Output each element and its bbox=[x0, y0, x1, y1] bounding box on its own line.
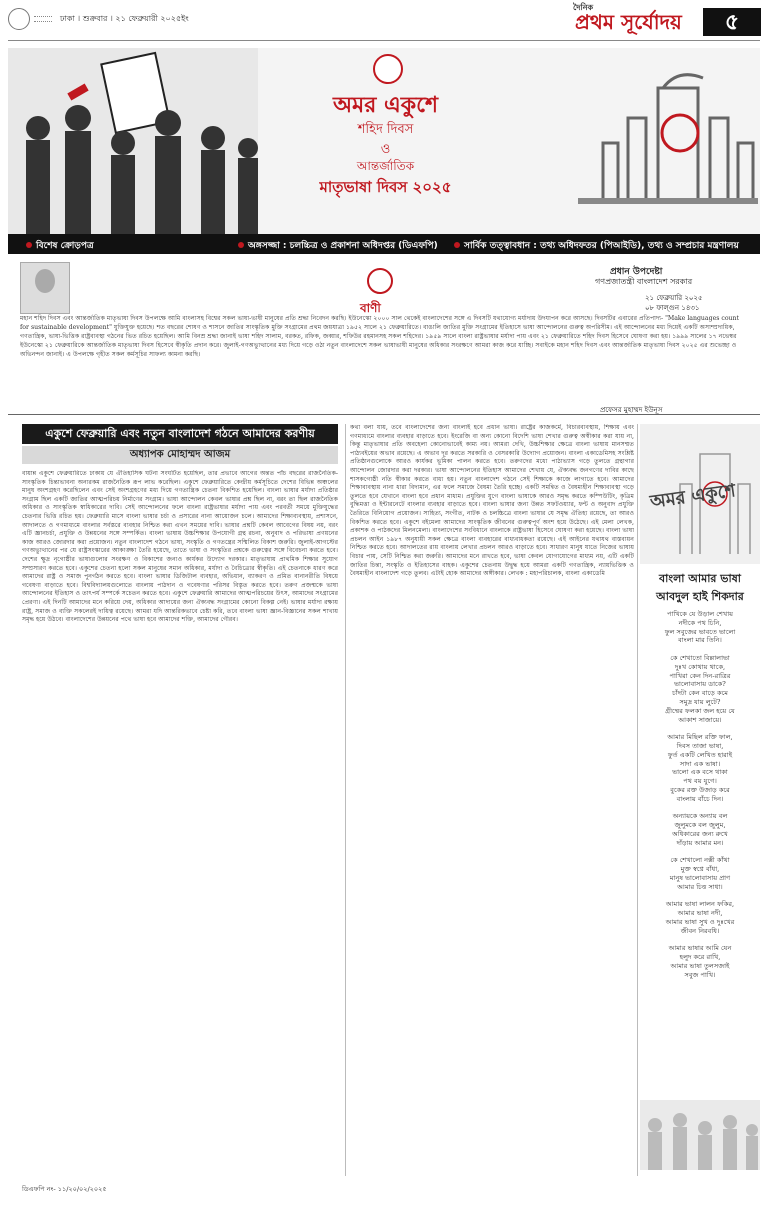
poem-art-text: অমর একুশে bbox=[648, 480, 737, 513]
article-title: একুশে ফেব্রুয়ারি এবং নতুন বাংলাদেশ গঠনে আমাদের করণীয় bbox=[22, 424, 338, 444]
poem-line: আমার ভাষার আমি যেন bbox=[668, 944, 732, 953]
message-body: মহান শহিদ দিবস এবং আন্তর্জাতিক মাতৃভাষা দিবস উপলক্ষে আমি বাংলাসহ বিশ্বের সকল ভাষা-ভাষী মানুষের প্রতি শ্রদ্ধা নিবেদন করছি। ইউনেস্কো ২০০০ সাল থেকেই বাংলাদেশের সঙ্গে এ দিবসটি যথাযোগ্য মর্যাদায় উদযাপন করে আসছে। দিবসটির এবারের প্রতিপাদ্য- "Make languages count for sustainable development" যুক্তিযুক্ত হয়েছে। শত বছরের শোষণ ও শাসনে জাতির সাংস্কৃতিক মুক্তি সংগ্রামের প্রথম জয়যাত্রা ১৯৫২ সালে ২১ ফেব্রুয়ারিতে। বাঙালি জাতির মুক্তি সংগ্রামের ইতিহাসে ভাষা আন্দোলনের গুরুত্ব অপরিসীম। এই আন্দোলনের মধ্য দিয়েই একটি অসাম্প্রদায়িক, গণতান্ত্রিক, ভাষা-ভিত্তিক রাষ্ট্রব্যবস্থা গঠনের ভিত রচিত হয়েছিল। আমি বিনম্র শ্রদ্ধা জানাই ভাষা শহিদ সালাম, বরকত, রফিক, জব্বার, শফিউর রহমানসহ সকল শহিদের। ১৯৫৯ সালে বাংলা রাষ্ট্রভাষার মর্যাদা পায় এবং ২১ ফেব্রুয়ারিতে শহিদ দিবস হিসেবে ঘোষণা করা হয়। ১৯৯৯ সালের ১৭ নভেম্বর ইউনেস্কো ২১ ফেব্রুয়ারিকে আন্তর্জাতিক মাতৃভাষা দিবস হিসেবে স্বীকৃতি প্রদান করে। জুলাই-গণঅভ্যুত্থানের মধ্য দিয়ে গড়ে ওঠা নতুন বাংলাদেশে সকল ভাষাভাষী মানুষের অধিকার সংরক্ষণে আমরা কাজ করে যাচ্ছি। সবাইকে মহান শহিদ দিবস এবং আন্তর্জাতিক মাতৃভাষা দিবস ২০২৫ এর শুভেচ্ছা ও অভিনন্দন জানাই। এ উপলক্ষে গৃহীত সকল কর্মসূচির সাফল্য কামনা করছি। bbox=[20, 315, 740, 358]
poem-line: বুকের রক্ত উজাড় করে bbox=[670, 785, 730, 794]
banner-line-3: ও bbox=[380, 142, 391, 157]
poem-line: পাখিকে যে উড়াল শেখায় bbox=[666, 610, 733, 618]
poem-line: কে শেখালো নক্সী কাঁথা bbox=[670, 856, 730, 865]
poem-line bbox=[640, 804, 760, 813]
poem-line bbox=[640, 645, 760, 654]
poem-line: বাংলায় বাঁচে দিন। bbox=[676, 794, 724, 803]
masthead-divider bbox=[8, 40, 760, 41]
poem-line: নদীকে পথ চিনি, bbox=[678, 618, 722, 627]
poem-line: সবুজ পাখি। bbox=[684, 970, 716, 979]
poem-line: ফুল সবুজের ভাবতে ভালো bbox=[664, 627, 736, 636]
bullet-icon bbox=[454, 242, 460, 248]
poem-line: সাদা এক ভাষা। bbox=[679, 759, 721, 768]
bar-middle: অঙ্গসজ্জা : চলচ্চিত্র ও প্রকাশনা অধিদপ্তর (ডিএফপি) bbox=[238, 238, 438, 253]
message-date-gregorian: ২১ ফেব্রুয়ারি ২০২৫ bbox=[645, 294, 703, 302]
article-column-2: কথা বলা যায়, তবে বাংলাদেশের জন্য বাংলাই হবে প্রধান ভাষা। রাষ্ট্রের কাজকর্মে, বিচারব্যবস্থায়, শিক্ষায় এবং গণমাধ্যমে বাংলার ব্যবহার বাড়াতে হবে। ইংরেজি বা অন্য কোনো বিদেশি ভাষা শেখার গুরুত্ব অস্বীকার করা যায় না, কিন্তু মাতৃভাষার প্রতি অবহেলা কোনোভাবেই কাম্য নয়। আমরা দেখি, উচ্চশিক্ষার ক্ষেত্রে বাংলা ভাষায় মানসম্মত পাঠ্যবইয়ের অভাব রয়েছে। এ অভাব দূর করতে সরকারি ও বেসরকারি উদ্যোগ প্রয়োজন। বাংলা একাডেমিসহ সংশ্লিষ্ট প্রতিষ্ঠানগুলোকে আরও কার্যকর ভূমিকা পালন করতে হবে। তরুণদের মধ্যে পাঠাভ্যাস গড়ে তুলতে গ্রন্থাগার আন্দোলন জোরদার করা দরকার। ভাষা আন্দোলনের ইতিহাস আমাদের শেখায় যে, ঐক্যবদ্ধ জনগণের দাবির কাছে শাসকগোষ্ঠী নতি স্বীকার করতে বাধ্য হয়। নতুন বাংলাদেশ গঠনে সেই শিক্ষাকে কাজে লাগাতে হবে। আমাদের শিক্ষাব্যবস্থায় নানা ধারা বিদ্যমান, এর ফলে সমাজে বৈষম্য তৈরি হচ্ছে। একটি সমন্বিত ও বৈষম্যহীন শিক্ষাব্যবস্থা গড়ে তুলতে হবে যেখানে বাংলা হবে প্রধান মাধ্যম। প্রযুক্তির যুগে বাংলা ভাষাকে আরও সমৃদ্ধ করতে কম্পিউটিং, কৃত্রিম বুদ্ধিমত্তা ও ইন্টারনেটে বাংলার ব্যবহার বাড়াতে হবে। বাংলা ভাষার জন্য উন্নত সফটওয়্যার, ফন্ট ও অনুবাদ প্রযুক্তি তৈরিতে বিনিয়োগ প্রয়োজন। সাহিত্য, সংগীত, নাটক ও চলচ্চিত্রে বাংলা ভাষার যে সমৃদ্ধ ঐতিহ্য রয়েছে, তা আরও বিকশিত করতে হবে। একুশে বইমেলা আমাদের সাংস্কৃতিক জীবনের গুরুত্বপূর্ণ অংশ হয়ে উঠেছে। এই মেলা লেখক, প্রকাশক ও পাঠকদের মিলনমেলা। বাংলাদেশের সংবিধানে বাংলাকে রাষ্ট্রভাষা হিসেবে ঘোষণা করা হয়েছে। বাংলা ভাষা প্রচলন আইন ১৯৮৭ অনুযায়ী সকল ক্ষেত্রে বাংলা ব্যবহারের বাধ্যবাধকতা রয়েছে। এই আইনের যথাযথ বাস্তবায়ন নিশ্চিত করতে হবে। আদালতের রায় বাংলায় লেখার প্রচলন আরও বাড়াতে হবে। সাধারণ মানুষ যাতে নিজের ভাষায় বিচার পায়, সেটি নিশ্চিত করা জরুরি। আমাদের মনে রাখতে হবে, ভাষা কেবল যোগাযোগের মাধ্যম নয়, এটি একটি জাতির চিন্তা, সংস্কৃতি ও ইতিহাসের বাহক। একুশের চেতনায় উদ্বুদ্ধ হয়ে আমরা একটি গণতান্ত্রিক, ন্যায়ভিত্তিক ও বৈষম্যহীন বাংলাদেশ গড়ে তুলব। এটাই হোক আমাদের অঙ্গীকার। লেখক : মহাপরিচালক, বাংলা একাডেমি bbox=[350, 424, 634, 578]
banner bbox=[8, 48, 760, 234]
bullet-icon bbox=[26, 242, 32, 248]
poem-line: হলুদ করে রাখি, bbox=[679, 953, 721, 962]
bar-right: সার্বিক তত্ত্বাবধান : তথ্য অধিদফতর (পিআইডি), তথ্য ও সম্প্রচার মন্ত্রণালয় bbox=[454, 238, 739, 253]
poem-line: দুঃখ কোথায় থাকে, bbox=[674, 662, 726, 671]
poem-line: জীবন নিরবধি। bbox=[680, 926, 720, 935]
govt-emblem-icon bbox=[373, 54, 403, 84]
poem-title: বাংলা আমার ভাষা bbox=[659, 572, 741, 585]
poem-line: ফুর্ত একটি লেখিত হারাই bbox=[667, 750, 733, 759]
supplement-bar bbox=[8, 234, 760, 254]
poem-line: আমার ভাষা লালন ফকির, bbox=[665, 900, 735, 909]
banner-line-4: আন্তর্জাতিক bbox=[356, 159, 415, 173]
poem-line: জুলুমকে বল জুলুম, bbox=[674, 821, 726, 830]
date-line: ঢাকা । শুক্রবার । ২১ ফেব্রুয়ারী ২০২৫ইং bbox=[60, 14, 189, 23]
poem-line bbox=[640, 892, 760, 901]
protest-crowd-illustration bbox=[8, 48, 258, 234]
poem-line: আকাশ সাজায়ে। bbox=[678, 715, 722, 724]
paper-name bbox=[573, 2, 682, 41]
banner-line-2: শহিদ দিবস bbox=[357, 122, 414, 137]
poem-line: দিবস তাজা ভাষা, bbox=[676, 741, 724, 750]
message-label: বাণী bbox=[360, 301, 381, 315]
poem-line bbox=[640, 848, 760, 857]
poem-line bbox=[640, 935, 760, 944]
poem-line: পাখিরা কেন দিন-রাত্রির bbox=[669, 671, 731, 680]
ornament-icon bbox=[8, 8, 30, 30]
shaheed-minar-illustration bbox=[568, 48, 760, 234]
message-date-bangla: ০৮ ফাল্গুন ১৪৩১ bbox=[645, 304, 700, 312]
message-role: প্রধান উপদেষ্টা bbox=[610, 267, 663, 277]
article-column-1: বায়ান্ন একুশে ফেব্রুয়ারিতে ঢাকায় যে ঐতিহাসিক ঘটনা সংঘটিত হয়েছিল, তার প্রভাবে আগের অন্তত পাঁচ বছরের রাজনৈতিক-সাংস্কৃতিক চিন্তাভাবনা অন্যরকম রাজনৈতিক রূপ লাভ করেছিল। একুশে ফেব্রুয়ারিতে কেন্দ্রীয় কর্মসূচিতে দেশের বিভিন্ন অঞ্চলের মানুষ অংশগ্রহণ করেছিলেন এবং সেই অংশগ্রহণের মধ্য দিয়ে গণতান্ত্রিক চেতনা বিকশিত হয়েছিল। বাংলা ভাষার মর্যাদা প্রতিষ্ঠার সংগ্রাম ছিল একটি জাতির আত্মপরিচয় নির্মাণের সংগ্রাম। ভাষা আন্দোলন কেবল ভাষার প্রশ্ন ছিল না, বরং তা ছিল রাজনৈতিক অধিকার ও সাংস্কৃতিক স্বাধিকারের দাবি। সেই আন্দোলনের ফলে বাংলা রাষ্ট্রভাষার মর্যাদা পায় এবং পরবর্তী সময়ে মুক্তিযুদ্ধের চেতনার ভিত্তি রচিত হয়। ফেব্রুয়ারি মাসে বাংলা ভাষার চর্চা ও প্রসারের নানা আয়োজন চলে। আমাদের শিক্ষাব্যবস্থায়, প্রশাসনে, আদালতে ও গণমাধ্যমে বাংলার সর্বস্তরে ব্যবহার নিশ্চিত করা এখন সময়ের দাবি। ভাষার প্রশ্নটি কেবল আবেগের বিষয় নয়, বরং এটি জ্ঞানচর্চা, প্রযুক্তি ও উন্নয়নের সঙ্গে সম্পর্কিত। বাংলা ভাষায় উচ্চশিক্ষার উপযোগী গ্রন্থ রচনা, অনুবাদ ও পরিভাষা প্রণয়নের কাজ আরও জোরদার করা প্রয়োজন। নতুন বাংলাদেশ গঠনে ভাষা, সংস্কৃতি ও গণতন্ত্রের সম্মিলিত বিকাশ জরুরি। জুলাই-আগস্টের গণঅভ্যুত্থানের পর যে রাষ্ট্রসংস্কারের আকাঙ্ক্ষা তৈরি হয়েছে, তাতে ভাষা ও সংস্কৃতির প্রশ্নকে গুরুত্বের সঙ্গে বিবেচনা করতে হবে। দেশের ক্ষুদ্র নৃগোষ্ঠীর ভাষাগুলোর সংরক্ষণ ও বিকাশের জন্যও কার্যকর উদ্যোগ দরকার। মাতৃভাষায় প্রাথমিক শিক্ষার সুযোগ সম্প্রসারণ করতে হবে। একুশের চেতনা হলো সকল মানুষের সমান অধিকার, মর্যাদা ও বৈচিত্র্যের স্বীকৃতি। এই চেতনাকে ধারণ করে আমাদের রাষ্ট্র ও সমাজ পুনর্গঠন করতে হবে। বাংলা ভাষার ডিজিটাল ব্যবহার, অভিধান, ব্যাকরণ ও প্রমিত বানানরীতি বিষয়ে গবেষণা বাড়াতে হবে। বিশ্ববিদ্যালয়গুলোতে বাংলায় পাঠদান ও গবেষণার পরিসর বিস্তৃত করতে হবে। তরুণ প্রজন্মকে ভাষা আন্দোলনের ইতিহাস ও তাৎপর্য সম্পর্কে সচেতন করতে হবে। একুশে ফেব্রুয়ারি আমাদের আত্মপরিচয়ের উৎস, আমাদের সংগ্রামের প্রেরণা। এই দিনটি আমাদের মনে করিয়ে দেয়, অধিকার আদায়ের জন্য ঐক্যবদ্ধ সংগ্রামের কোনো বিকল্প নেই। ভাষার মর্যাদা রক্ষায় রাষ্ট্র, সমাজ ও ব্যক্তি সকলেরই দায়িত্ব রয়েছে। আমরা যদি আন্তরিকভাবে চেষ্টা করি, তবে বাংলা ভাষা জ্ঞান-বিজ্ঞানের সকল শাখায় সমৃদ্ধ হয়ে উঠবে। বাংলাদেশের উন্নয়নের পথে ভাষা হবে আমাদের শক্তি, আমাদের গৌরব। bbox=[22, 470, 338, 624]
crowd-illustration bbox=[640, 1100, 760, 1170]
poem-line: বাংলা মার তিনি। bbox=[678, 636, 722, 645]
poem-line: কে শেখাতো বিল্লালাভা bbox=[670, 653, 730, 662]
column-rule bbox=[637, 424, 638, 1176]
poem-line: পথ বয় যুগে। bbox=[683, 777, 717, 786]
poem-line: গ্রীষ্মের ফলকা জল হয়ে যে bbox=[665, 706, 735, 715]
poem-line: ভালোবাসায় ডাকে? bbox=[674, 680, 726, 689]
poem-line: চাঁদটা কেন বাড়ে কমে bbox=[672, 689, 728, 698]
poem-line: দাঁড়ায় আমার মন। bbox=[676, 838, 724, 847]
bar-left: বিশেষ ক্রোড়পত্র bbox=[26, 238, 94, 253]
poem-line: আমার ভাষা সুখ ও দুঃখের bbox=[665, 917, 735, 926]
govt-emblem-icon bbox=[367, 268, 393, 294]
poem-line: আমার চিত্ত সাধা। bbox=[677, 882, 723, 891]
paper-name-text: প্রথম সূর্যোদয় bbox=[575, 10, 682, 34]
bullet-icon bbox=[238, 242, 244, 248]
poem-line: আমার মিছিল রক্তি ফাল, bbox=[667, 733, 733, 742]
adviser-photo bbox=[20, 262, 70, 314]
poem-line: আমার ভাষা তুলসজাই bbox=[670, 961, 730, 970]
poem-author: আবদুল হাই শিকদার bbox=[656, 590, 744, 603]
poem-line: আমার ভাষা নদী, bbox=[677, 909, 723, 918]
article-author: অধ্যাপক মোহাম্মদ আজম bbox=[22, 446, 338, 464]
poem-line: ভালো এক বসে থাকা bbox=[672, 768, 728, 777]
poem-line: সমুদ্র যায় লুটে? bbox=[679, 697, 721, 706]
page-number: ৫ bbox=[703, 8, 761, 36]
poem-line: মুক্ত স্বপ্নে বাঁধা, bbox=[680, 865, 720, 874]
crowd-sketch bbox=[640, 1100, 760, 1170]
column-rule bbox=[345, 424, 346, 1176]
poem-body bbox=[640, 610, 760, 1170]
message-government: গণপ্রজাতন্ত্রী বাংলাদেশ সরকার bbox=[595, 277, 693, 286]
ornament-dots bbox=[34, 16, 52, 22]
footer-code: ডিএফপি নং- ১১/২০/০২/২০২৫ bbox=[22, 1185, 107, 1193]
poem-line bbox=[640, 724, 760, 733]
banner-title: অমর একুশে bbox=[332, 92, 438, 118]
paper-tag: দৈনিক bbox=[573, 2, 594, 12]
section-divider bbox=[8, 414, 760, 415]
message-signature: প্রফেসর মুহাম্মদ ইউনূস bbox=[600, 406, 663, 414]
poem-line: অধিকারের জন্য রুখে bbox=[672, 829, 728, 838]
banner-line-5: মাতৃভাষা দিবস ২০২৫ bbox=[319, 178, 452, 196]
poem-line: অন্যায়কে অন্যায় বল bbox=[672, 812, 728, 821]
poem-line: মানুষ ভালোবাসায় প্রাণ bbox=[669, 873, 731, 882]
